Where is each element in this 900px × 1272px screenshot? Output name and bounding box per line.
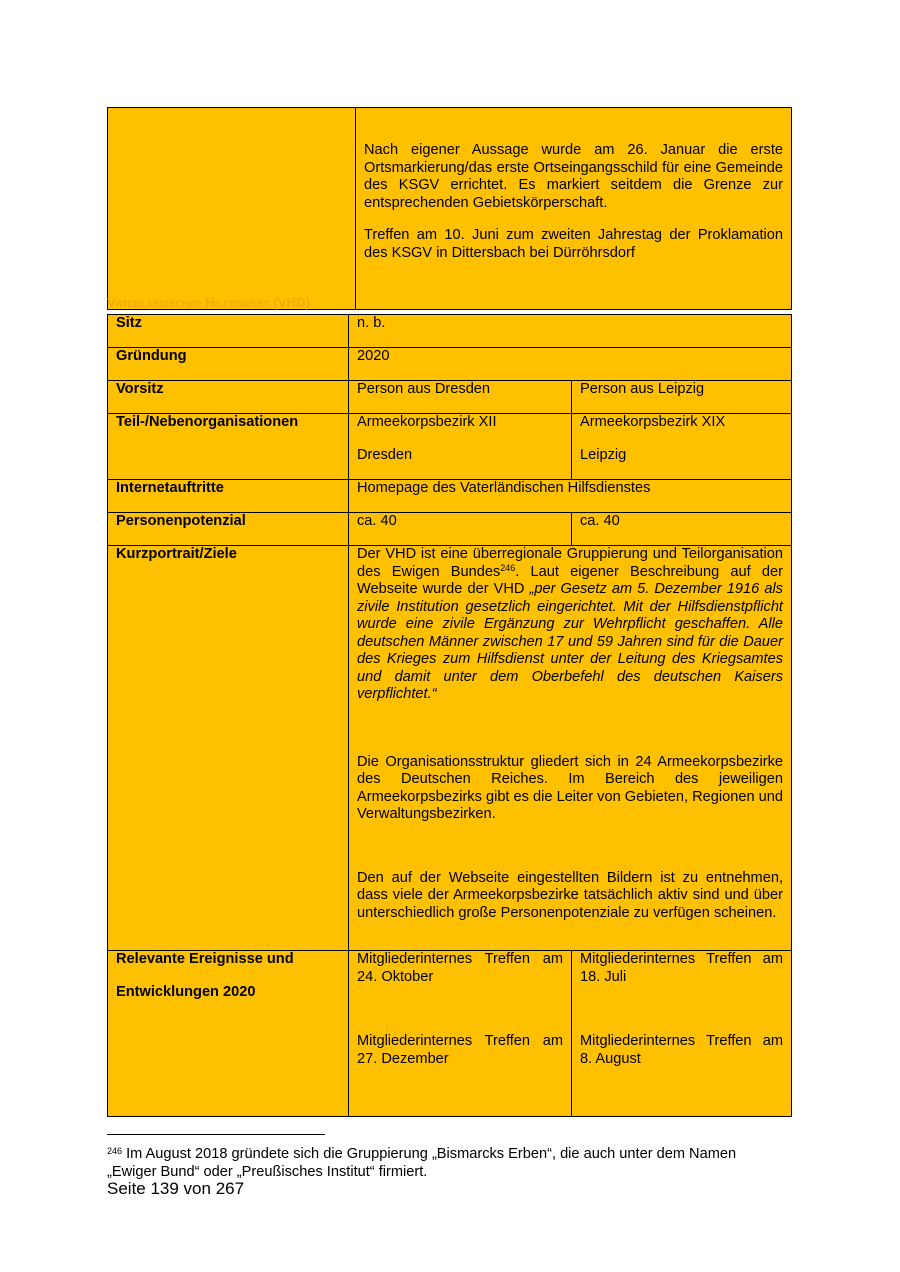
table-row — [108, 480, 792, 513]
vorsitz-label: Vorsitz — [108, 381, 349, 414]
spacer — [580, 986, 783, 1033]
ereignis-1b: Mitgliederinternes Treffen am 27. Dezember — [357, 1033, 563, 1067]
ereignis-2b: Mitgliederinternes Treffen am 8. August — [580, 1033, 783, 1067]
footnote — [107, 1143, 787, 1181]
footnote-text: Im August 2018 gründete sich die Gruppierung „Bismarcks Erben“, die auch unter dem Namen „Ewiger Bund“ oder „Preußisches Institut“ firmiert. — [107, 1146, 737, 1180]
vorsitz-value-2: Person aus Leipzig — [572, 381, 792, 414]
vorsitz-value-1: Person aus Dresden — [349, 381, 572, 414]
section-heading: Vaterländischer Hilfsdienst (VHD) — [107, 295, 311, 310]
kurzportrait-paragraph-1 — [357, 546, 783, 704]
top-table-content-cell — [356, 108, 792, 310]
teil-org-2-cell — [572, 414, 792, 480]
ereignis-1a: Mitgliederinternes Treffen am 24. Oktober — [357, 951, 563, 985]
internet-value: Homepage des Vaterländischen Hilfsdienstes — [349, 480, 792, 513]
vhd-table — [107, 314, 792, 1117]
table-row — [108, 513, 792, 546]
footnote-number: 246 — [107, 1146, 123, 1156]
table-row — [108, 108, 792, 310]
kurzportrait-label: Kurzportrait/Ziele — [108, 546, 349, 951]
top-table-label-cell — [108, 108, 356, 310]
teil-org-1: Armeekorpsbezirk XII — [357, 414, 497, 430]
top-paragraph-1: Nach eigener Aussage wurde am 26. Januar die erste Ortsmarkierung/das erste Ortseingangsschild für eine Gemeinde des KSGV errichtet. Es markiert seitdem die Grenze zur entsprechenden Gebietskörperschaft. — [364, 142, 783, 211]
page-number: Seite 139 von 267 — [107, 1179, 245, 1198]
table-row — [108, 381, 792, 414]
table-row — [108, 315, 792, 348]
table-row — [108, 951, 792, 1117]
teil-org-1-cell — [349, 414, 572, 480]
ereignisse-label-1: Relevante Ereignisse und — [116, 951, 294, 967]
teil-label: Teil-/Nebenorganisationen — [108, 414, 349, 480]
spacer — [357, 824, 783, 870]
top-paragraph-2: Treffen am 10. Juni zum zweiten Jahrestag der Proklamation des KSGV in Dittersbach bei Dürröhrsdorf — [364, 227, 783, 261]
table-row — [108, 546, 792, 951]
spacer — [357, 704, 783, 754]
top-table — [107, 107, 792, 310]
ereignisse-col-1 — [349, 951, 572, 1117]
teil-city-1: Dresden — [357, 446, 413, 463]
table-row — [108, 348, 792, 381]
footnote-ref: 246 — [500, 562, 516, 573]
sitz-label: Sitz — [108, 315, 349, 348]
gruendung-value: 2020 — [349, 348, 792, 381]
ereignis-2a: Mitgliederinternes Treffen am 18. Juli — [580, 951, 783, 985]
ereignisse-label-2: Entwicklungen 2020 — [116, 983, 256, 1000]
sitz-value: n. b. — [349, 315, 792, 348]
personen-value-2: ca. 40 — [572, 513, 792, 546]
personen-label: Personenpotenzial — [108, 513, 349, 546]
personen-value-1: ca. 40 — [349, 513, 572, 546]
footnote-separator — [107, 1134, 325, 1135]
table-row — [108, 414, 792, 480]
kurzportrait-cell — [349, 546, 792, 951]
ereignisse-label-cell — [108, 951, 349, 1117]
kurzportrait-p1-text2: . Laut eigener Beschreibung auf der Webseite wurde der VHD — [357, 563, 783, 597]
kurzportrait-paragraph-2: Die Organisationsstruktur gliedert sich in 24 Armeekorpsbezirke des Deutschen Reiches. Im Bereich des jeweiligen Armeekorpsbezirks gibt es die Leiter von Gebieten, Regionen und Verwaltungsbezirken. — [357, 753, 783, 822]
teil-city-2: Leipzig — [580, 446, 627, 463]
kurzportrait-quote: „per Gesetz am 5. Dezember 1916 als zivile Institution gesetzlich eingerichtet. Mit der Hilfsdienstpflicht wurde eine zivile Ergänzung zur Wehrpflicht geschaffen. Alle deutschen Männer zwischen 17 und 59 Jahren sind für die Dauer des Krieges zum Hilfsdienst unter der Leitung des Kriegsamtes und damit unter dem Oberbefehl des deutschen Kaisers verpflichtet.“ — [357, 581, 783, 702]
teil-org-2: Armeekorpsbezirk XIX — [580, 414, 726, 430]
kurzportrait-paragraph-3: Den auf der Webseite eingestellten Bildern ist zu entnehmen, dass viele der Armeekorpsbezirke tatsächlich aktiv sind und über unterschiedlich große Personenpotenziale zu verfügen scheinen. — [357, 869, 783, 921]
kurzportrait-p1-text: Der VHD ist eine überregionale Gruppierung und Teilorganisation des Ewigen Bundes — [357, 546, 783, 580]
gruendung-label: Gründung — [108, 348, 349, 381]
spacer — [357, 986, 563, 1033]
internet-label: Internetauftritte — [108, 480, 349, 513]
ereignisse-col-2 — [572, 951, 792, 1117]
